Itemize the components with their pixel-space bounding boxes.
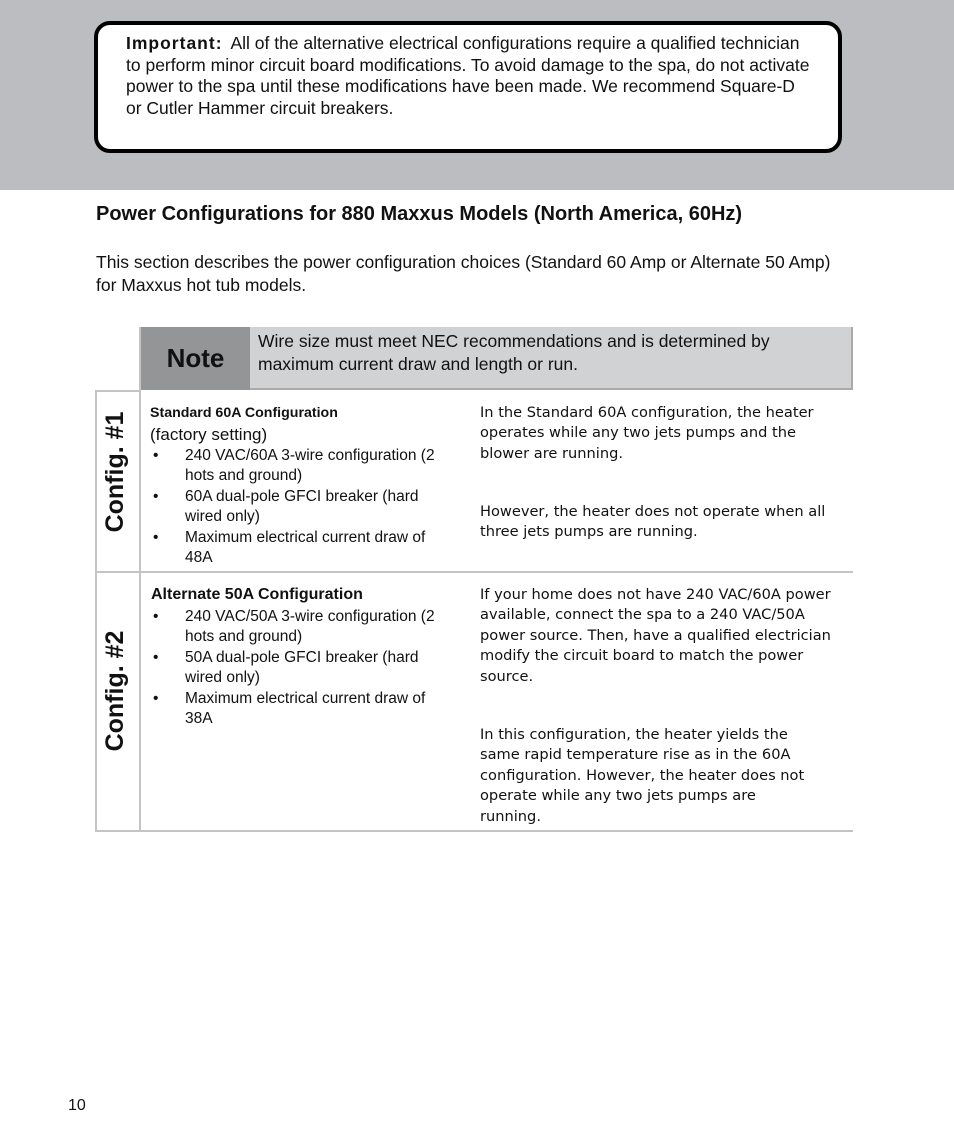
config2-description-2: In this configuration, the heater yields the same rapid temperature rise as in the 60A configuration. However, the heater does not operate while any two jets pumps are running. <box>480 726 805 825</box>
list-item <box>151 487 451 528</box>
list-item <box>151 446 451 487</box>
config2-description-1: If your home does not have 240 VAC/60A power available, connect the spa to a 240 VAC/50A power source. Then, have a qualified electrician modify the circuit board to match the power source. <box>480 586 831 685</box>
table-left-rule <box>95 390 97 832</box>
bullet-text: 50A dual-pole GFCI breaker (hard wired only) <box>185 648 419 687</box>
config2-side-label: Config. #2 <box>101 630 129 752</box>
config1-description-2: However, the heater does not operate when all three jets pumps are running. <box>480 503 826 541</box>
bullet-glyph: • <box>153 608 159 625</box>
bullet-glyph: • <box>153 528 159 546</box>
important-text: All of the alternative electrical configurations require a qualified technician to perform minor circuit board modifications. To avoid damage to the spa, do not activate power to the spa until these modifications have been made. We recommend Square-D or Cutler Hammer circuit breakers. <box>126 33 810 118</box>
config1-bullet-list <box>151 446 451 568</box>
bullet-glyph: • <box>153 447 159 464</box>
important-notice <box>94 21 842 153</box>
important-label: Important: <box>126 33 223 53</box>
section-intro: This section describes the power configuration choices (Standard 60 Amp or Alternate 50 Amp) for Maxxus hot tub models. <box>96 252 831 295</box>
bullet-text: Maximum electrical current draw of 38A <box>185 689 426 728</box>
bullet-glyph: • <box>153 648 159 666</box>
label-column-rule <box>139 327 141 832</box>
list-item <box>151 648 451 689</box>
list-item <box>151 607 451 648</box>
config1-side-label: Config. #1 <box>101 411 129 533</box>
bullet-glyph: • <box>153 487 159 505</box>
config1-subtitle: (factory setting) <box>150 425 268 444</box>
section-title: Power Configurations for 880 Maxxus Models (North America, 60Hz) <box>96 203 743 225</box>
table-bottom-rule <box>95 830 853 832</box>
bullet-text: Maximum electrical current draw of 48A <box>185 528 426 567</box>
page-number: 10 <box>68 1097 86 1114</box>
note-text: Wire size must meet NEC recommendations and is determined by maximum current draw and length or run. <box>250 327 853 390</box>
bullet-text: 60A dual-pole GFCI breaker (hard wired only) <box>185 487 419 526</box>
list-item <box>151 528 451 569</box>
bullet-glyph: • <box>153 689 159 707</box>
bullet-text: 240 VAC/60A 3-wire configuration (2 hots and ground) <box>185 447 435 485</box>
bullet-text: 240 VAC/50A 3-wire configuration (2 hots and ground) <box>185 608 435 646</box>
config1-title: Standard 60A Configuration <box>150 405 338 421</box>
note-label: Note <box>141 327 250 390</box>
config1-description-1: In the Standard 60A configuration, the heater operates while any two jets pumps and the blower are running. <box>480 404 814 462</box>
row-divider <box>95 571 853 573</box>
config2-title: Alternate 50A Configuration <box>151 586 363 603</box>
config2-bullet-list <box>151 607 451 729</box>
list-item <box>151 689 451 730</box>
